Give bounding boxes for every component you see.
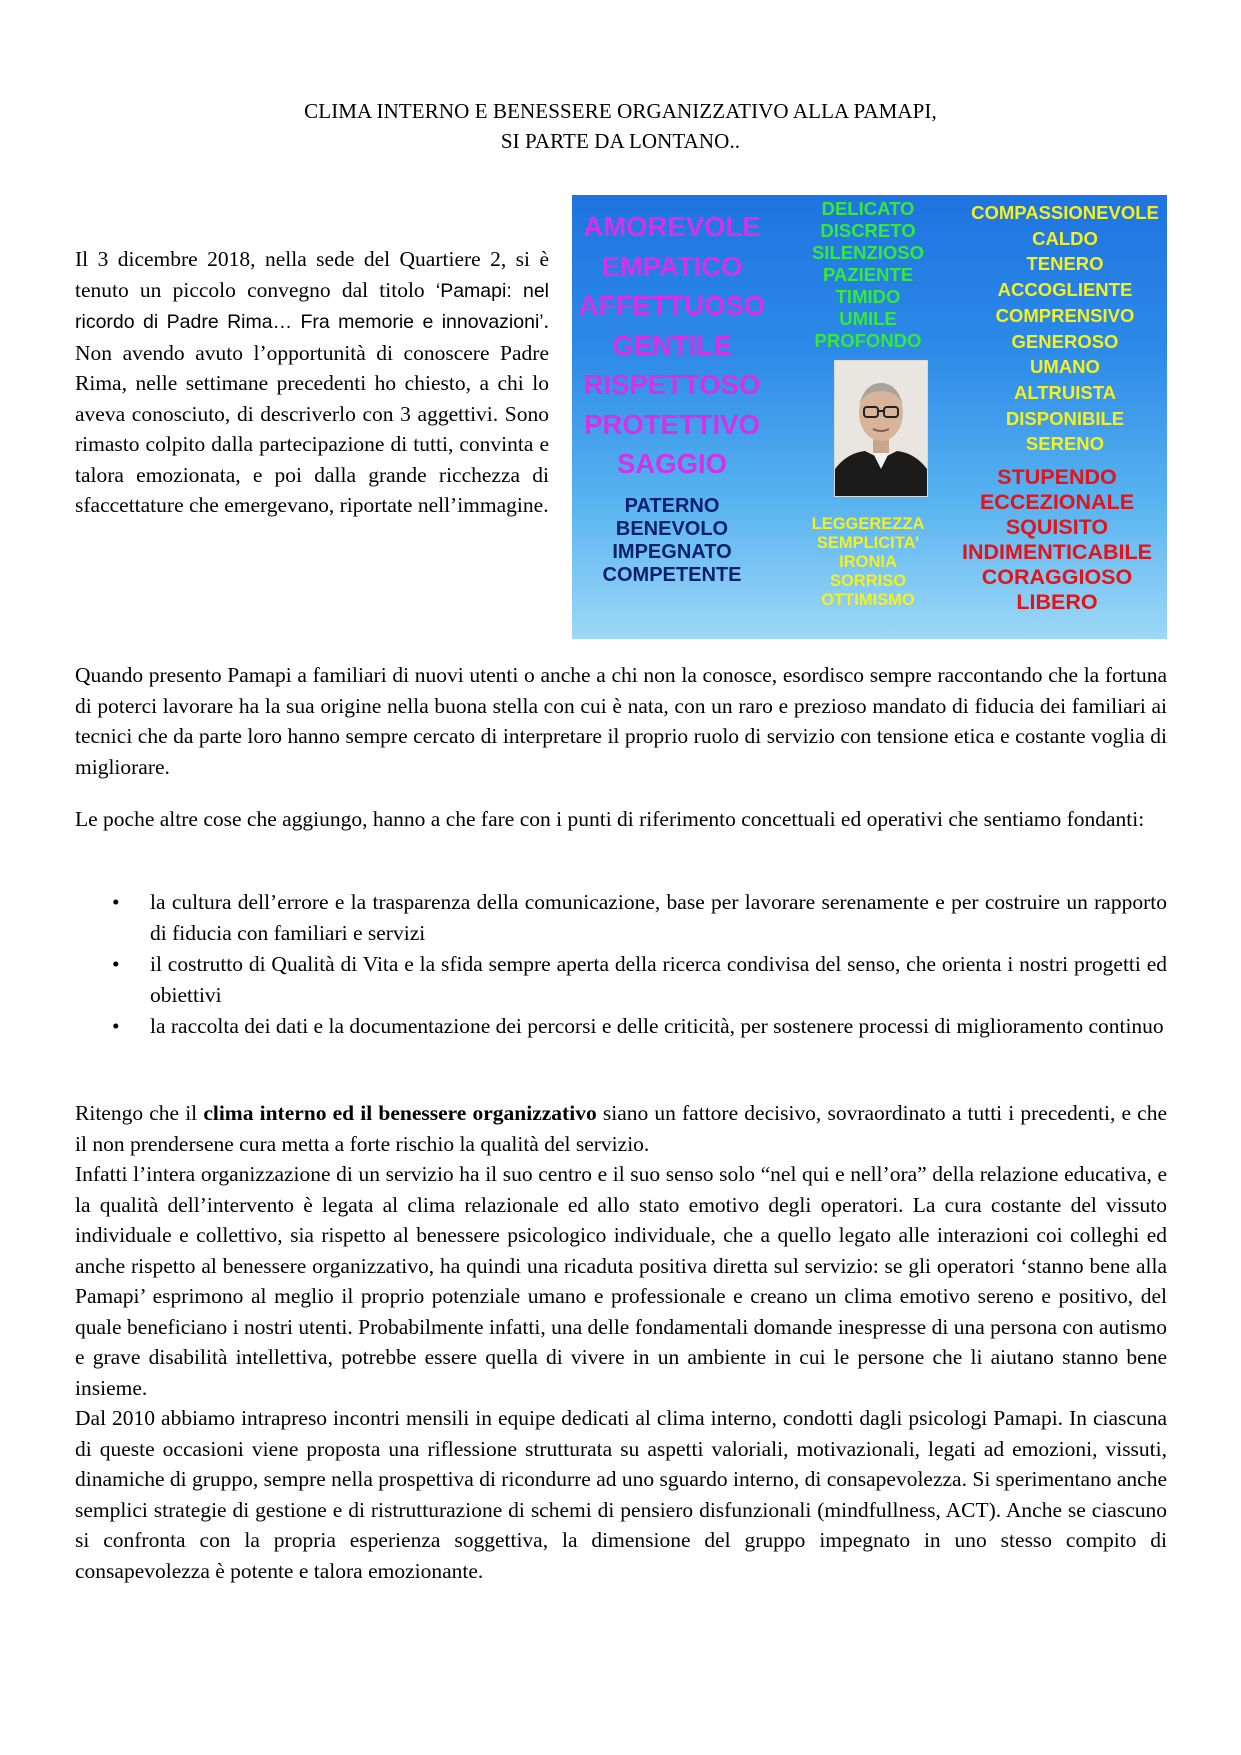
magenta-word: AMOREVOLE — [583, 211, 761, 242]
paragraph-monthly-meetings: Dal 2010 abbiamo intrapreso incontri mensili in equipe dedicati al clima interno, condotti dagli psicologi Pamapi. In ciascuna di queste occasioni viene proposta una riflessione strutturata su aspetti valoriali, motivazionali, legati ad emozioni, vissuti, dinamiche di gruppo, sempre nella prospettiva di ricondurre ad uno sguardo interno, di consapevolezza. Si sperimentano anche semplici strategie di gestione e di ristrutturazione di schemi di pensiero disfunzionali (mindfullness, ACT). Anche se ciascuno si confronta con la propria esperienza soggettiva, la dimensione del gruppo impegnato in uno stesso compito di consapevolezza è potente e talora emozionante. — [75, 1406, 1167, 1583]
red-word: LIBERO — [1016, 590, 1098, 614]
red-word: STUPENDO — [997, 465, 1117, 489]
list-item — [75, 949, 1167, 1010]
magenta-word: PROTETTIVO — [584, 408, 760, 440]
magenta-word: AFFETTUOSO — [578, 290, 766, 321]
yellow-left-word: LEGGEREZZA — [811, 515, 925, 533]
list-item-text: il costrutto di Qualità di Vita e la sfida sempre aperta della ricerca condivisa del senso, che orienta i nostri progetti ed obiettivi — [150, 952, 1167, 1007]
green-word: PROFONDO — [814, 330, 922, 351]
climate-text-before: Ritengo che il — [75, 1101, 204, 1125]
yellow-left-word: SEMPLICITA’ — [816, 534, 920, 552]
red-word: ECCEZIONALE — [979, 490, 1135, 514]
list-item — [75, 887, 1167, 948]
red-word: CORAGGIOSO — [981, 565, 1133, 589]
yellow-left-word: SORRISO — [829, 572, 907, 590]
list-item — [75, 1011, 1167, 1042]
navy-word: BENEVOLO — [615, 518, 729, 540]
magenta-word: EMPATICO — [601, 250, 743, 282]
magenta-word: RISPETTOSO — [583, 369, 761, 400]
magenta-word: GENTILE — [612, 329, 732, 361]
magenta-word: SAGGIO — [616, 448, 727, 479]
padre-rima-portrait-photo — [834, 360, 928, 497]
navy-word: COMPETENTE — [602, 564, 742, 586]
navy-word-column — [586, 495, 758, 587]
convegno-title: ‘Pamapi: nel ricordo di Padre Rima… Fra memorie e innovazioni’ — [75, 279, 549, 333]
navy-word: PATERNO — [624, 495, 720, 517]
yellow-right-word: ALTRUISTA — [1013, 381, 1117, 403]
climate-emphasis: clima interno ed il benessere organizzativo — [203, 1101, 597, 1125]
document-title — [0, 96, 1241, 156]
yellow-left-word-column — [798, 515, 938, 610]
title-line-2: SI PARTE DA LONTANO.. — [500, 129, 741, 153]
green-word: DISCRETO — [820, 220, 916, 241]
green-word: SILENZIOSO — [811, 242, 925, 263]
yellow-right-word-column — [967, 200, 1163, 457]
yellow-right-word: CALDO — [1032, 227, 1098, 249]
red-word: INDIMENTICABILE — [962, 540, 1152, 564]
yellow-right-word: GENEROSO — [1011, 330, 1119, 352]
yellow-right-word: DISPONIBILE — [1005, 407, 1125, 429]
yellow-right-word: SERENO — [1025, 433, 1105, 455]
paragraph-reference-points: Le poche altre cose che aggiungo, hanno a che fare con i punti di riferimento concettuali ed operativi che sentiamo fondanti: — [75, 807, 1145, 831]
portrait-illustration — [835, 361, 927, 496]
magenta-word-column — [578, 207, 766, 484]
green-word: PAZIENTE — [822, 264, 914, 285]
intro-text-2: . Non avendo avuto l’opportunità di conoscere Padre Rima, nelle settimane precedenti ho chiesto, a chi lo aveva conosciuto, di descriverlo con 3 aggettivi. Sono rimasto colpito dalla partecipazione di tutti, convinta e talora emozionata, e poi dalla grande ricchezza di sfaccettature che emergevano, riportate nell’immagine. — [75, 309, 549, 517]
bullet-icon: • — [112, 890, 120, 914]
intro-paragraph — [75, 244, 549, 521]
yellow-left-word: OTTIMISMO — [821, 591, 915, 609]
reference-points-list — [75, 887, 1167, 1043]
title-line-1: CLIMA INTERNO E BENESSERE ORGANIZZATIVO ALLA PAMAPI, — [304, 99, 937, 123]
yellow-right-word: ACCOGLIENTE — [997, 279, 1133, 301]
list-item-text: la raccolta dei dati e la documentazione dei percorsi e delle criticità, per sostenere processi di miglioramento continuo — [150, 1014, 1164, 1038]
green-word: TIMIDO — [835, 286, 901, 307]
yellow-right-word: COMPASSIONEVOLE — [971, 202, 1159, 223]
adjectives-word-cloud-image — [572, 195, 1167, 639]
green-word: DELICATO — [821, 198, 915, 219]
bullet-icon: • — [112, 1014, 120, 1038]
yellow-right-word: COMPRENSIVO — [995, 304, 1135, 326]
red-word-column — [950, 465, 1164, 615]
list-item-text: la cultura dell’errore e la trasparenza della comunicazione, base per lavorare serenamente e per costruire un rapporto di fiducia con familiari e servizi — [150, 890, 1167, 945]
red-word: SQUISITO — [1005, 515, 1109, 539]
closing-section — [75, 1098, 1167, 1586]
intro-text-1: Il 3 dicembre 2018, nella sede del Quartiere 2, si è tenuto un piccolo convegno dal titolo — [75, 247, 549, 302]
yellow-right-word: UMANO — [1030, 356, 1100, 378]
paragraph-educational-relation: Infatti l’intera organizzazione di un servizio ha il suo centro e il suo senso solo “nel qui e nell’ora” della relazione educativa, e la qualità dell’intervento è legata al clima relazionale ed allo stato emotivo degli operatori. La cura costante del vissuto individuale e collettivo, sia rispetto al benessere psicologico individuale, che a quello legato alle interazioni coi colleghi ed anche rispetto al benessere organizzativo, ha quindi una ricaduta positiva diretta sul servizio: se gli operatori ‘stanno bene alla Pamapi’ esprimono al meglio il proprio potenziale umano e professionale e creano un clima emotivo sereno e positivo, del quale beneficiano i nostri utenti. Probabilmente infatti, una delle fondamentali domande inespresse di una persona con autismo e grave disabilità intellettiva, potrebbe essere quella di vivere in un ambiente in cui le persone che li aiutano stanno bene insieme. — [75, 1162, 1167, 1400]
climate-text-after: siano un fattore decisivo, sovraordinato a tutti i precedenti, e che il non prendersene cura metta a forte rischio la qualità del servizio. — [75, 1101, 1167, 1156]
yellow-left-word: IRONIA — [839, 553, 897, 571]
green-word: UMILE — [839, 308, 897, 329]
paragraph-climate-factor — [75, 1098, 1167, 1159]
green-word-column — [798, 198, 938, 352]
bullet-icon: • — [112, 952, 120, 976]
paragraph-presentation: Quando presento Pamapi a familiari di nuovi utenti o anche a chi non la conosce, esordisco sempre raccontando che la fortuna di poterci lavorare ha la sua origine nella buona stella con cui è nata, con un raro e prezioso mandato di fiducia dei familiari ai tecnici che da parte loro hanno sempre cercato di interpretare il proprio ruolo di servizio con tensione etica e costante voglia di migliorare. — [75, 663, 1167, 779]
yellow-right-word: TENERO — [1026, 253, 1104, 275]
navy-word: IMPEGNATO — [612, 541, 732, 563]
